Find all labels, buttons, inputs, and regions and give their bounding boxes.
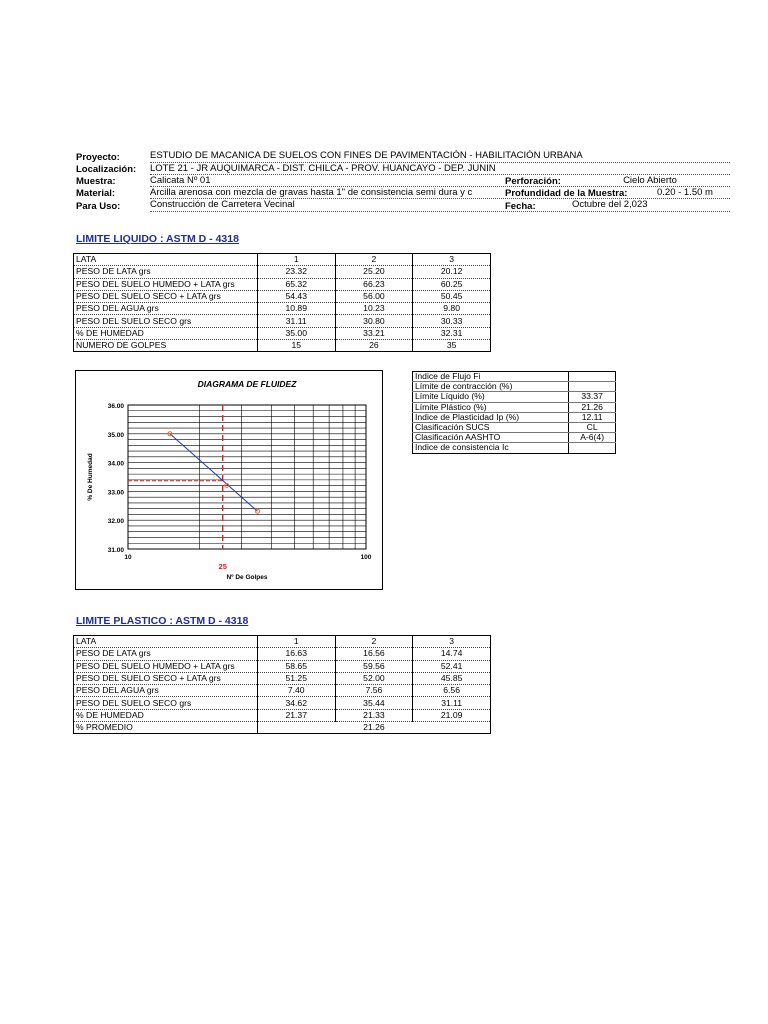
index-row xyxy=(413,372,616,382)
localizacion-label: Localización: xyxy=(76,164,137,175)
index-row xyxy=(413,402,616,412)
reference-x-label: 25 xyxy=(218,562,227,571)
row-label: PESO DEL SUELO HUMEDO + LATA grs xyxy=(74,660,258,672)
plot-area xyxy=(128,405,366,549)
table-row-promedio xyxy=(74,722,491,734)
cell-value: 34.62 xyxy=(257,697,335,709)
cell-value: 14.74 xyxy=(413,648,491,660)
row-label: PESO DEL SUELO SECO + LATA grs xyxy=(74,672,258,684)
cell-value: 23.32 xyxy=(257,266,335,278)
profundidad-value: 0.20 - 1.50 m xyxy=(657,187,713,198)
index-label: Límite Plástico (%) xyxy=(413,402,569,412)
cell-value: 33.21 xyxy=(335,327,413,339)
index-label: Límite de contracción (%) xyxy=(413,382,569,392)
cell-value: 31.11 xyxy=(413,697,491,709)
table-row xyxy=(74,636,491,648)
cell-value: 31.11 xyxy=(257,315,335,327)
cell-value: 16.56 xyxy=(335,648,413,660)
cell-value: 59.56 xyxy=(335,660,413,672)
cell-value: 54.43 xyxy=(257,290,335,302)
divider xyxy=(150,211,730,212)
muestra-value: Calicata Nº 01 xyxy=(150,175,211,186)
index-row xyxy=(413,443,616,453)
cell-value: 1 xyxy=(257,636,335,648)
x-axis-label: Nº De Golpes xyxy=(226,574,268,581)
promedio-value: 21.26 xyxy=(257,722,490,734)
cell-value: 21.37 xyxy=(257,709,335,721)
table-row xyxy=(74,278,491,290)
cell-value: 35 xyxy=(413,340,491,352)
row-label: PESO DEL SUELO SECO grs xyxy=(74,315,258,327)
cell-value: 51.25 xyxy=(257,672,335,684)
index-value: 33.37 xyxy=(569,392,616,402)
cell-value: 10.89 xyxy=(257,303,335,315)
fecha-label: Fecha: xyxy=(505,201,536,212)
cell-value: 66.23 xyxy=(335,278,413,290)
index-value xyxy=(569,443,616,453)
table-row xyxy=(74,685,491,697)
index-label: Clasificación SUCS xyxy=(413,422,569,432)
index-value: A-6(4) xyxy=(569,433,616,443)
uso-label: Para Uso: xyxy=(76,201,121,212)
index-value xyxy=(569,372,616,382)
cell-value: 52.41 xyxy=(413,660,491,672)
table-row xyxy=(74,340,491,352)
limite-plastico-title: LIMITE PLASTICO : ASTM D - 4318 xyxy=(76,615,249,627)
row-label: PESO DEL SUELO HUMEDO + LATA grs xyxy=(74,278,258,290)
cell-value: 45.85 xyxy=(413,672,491,684)
y-tick-label: 35.00 xyxy=(107,431,124,439)
cell-value: 7.40 xyxy=(257,685,335,697)
x-tick-label: 100 xyxy=(360,554,372,561)
uso-value: Construcción de Carretera Vecinal xyxy=(150,199,295,210)
cell-value: 6.56 xyxy=(413,685,491,697)
index-row xyxy=(413,412,616,422)
cell-value: 20.12 xyxy=(413,266,491,278)
cell-value: 7.56 xyxy=(335,685,413,697)
row-label: LATA xyxy=(74,636,258,648)
cell-value: 35.00 xyxy=(257,327,335,339)
cell-value: 52.00 xyxy=(335,672,413,684)
index-value: 21.26 xyxy=(569,402,616,412)
cell-value: 21.09 xyxy=(413,709,491,721)
row-label: PESO DEL AGUA grs xyxy=(74,685,258,697)
muestra-label: Muestra: xyxy=(76,176,116,187)
table-row xyxy=(74,327,491,339)
fluidez-chart-svg xyxy=(76,371,382,589)
cell-value: 26 xyxy=(335,340,413,352)
row-label: % PROMEDIO xyxy=(74,722,258,734)
proyecto-value: ESTUDIO DE MACANICA DE SUELOS CON FINES DE PAVIMENTACIÓN - HABILITACIÓN URBANA xyxy=(150,150,583,161)
index-row xyxy=(413,422,616,432)
table-row xyxy=(74,709,491,721)
cell-value: 15 xyxy=(257,340,335,352)
cell-value: 35.44 xyxy=(335,697,413,709)
table-row xyxy=(74,697,491,709)
cell-value: 58.65 xyxy=(257,660,335,672)
cell-value: 3 xyxy=(413,636,491,648)
row-label: LATA xyxy=(74,254,258,266)
table-row xyxy=(74,290,491,302)
y-tick-label: 34.00 xyxy=(107,460,124,468)
fecha-value: Octubre del 2,023 xyxy=(572,199,648,210)
material-label: Material: xyxy=(76,188,116,199)
cell-value: 32.31 xyxy=(413,327,491,339)
cell-value: 25.20 xyxy=(335,266,413,278)
row-label: % DE HUMEDAD xyxy=(74,709,258,721)
row-label: PESO DEL SUELO SECO grs xyxy=(74,697,258,709)
table-row xyxy=(74,648,491,660)
cell-value: 30.80 xyxy=(335,315,413,327)
table-row xyxy=(74,266,491,278)
cell-value: 30.33 xyxy=(413,315,491,327)
row-label: PESO DEL SUELO SECO + LATA grs xyxy=(74,290,258,302)
index-label: Indice de Flujo Fi xyxy=(413,372,569,382)
material-value: Arcilla arenosa con mezcla de gravas hasta 1" de consistencia semi dura y c xyxy=(150,187,473,198)
row-label: % DE HUMEDAD xyxy=(74,327,258,339)
row-label: PESO DEL AGUA grs xyxy=(74,303,258,315)
index-label: Indice de consistencia Ic xyxy=(413,443,569,453)
limite-plastico-table xyxy=(73,635,491,734)
x-tick-label: 10 xyxy=(124,554,132,561)
index-value: CL xyxy=(569,422,616,432)
cell-value: 3 xyxy=(413,254,491,266)
y-tick-label: 36.00 xyxy=(107,403,124,410)
perforacion-label: Perforación: xyxy=(505,176,561,187)
table-row xyxy=(74,660,491,672)
y-tick-label: 32.00 xyxy=(107,518,124,526)
table-row xyxy=(74,672,491,684)
index-value: 12.11 xyxy=(569,412,616,422)
cell-value: 9.80 xyxy=(413,303,491,315)
cell-value: 56.00 xyxy=(335,290,413,302)
index-label: Indice de Plasticidad Ip (%) xyxy=(413,412,569,422)
table-row xyxy=(74,254,491,266)
row-label: PESO DE LATA grs xyxy=(74,648,258,660)
cell-value: 16.63 xyxy=(257,648,335,660)
cell-value: 2 xyxy=(335,254,413,266)
cell-value: 1 xyxy=(257,254,335,266)
index-row xyxy=(413,392,616,402)
y-tick-label: 33.00 xyxy=(107,489,124,497)
row-label: NUMERO DE GOLPES xyxy=(74,340,258,352)
limite-liquido-table xyxy=(73,253,491,352)
row-label: PESO DE LATA grs xyxy=(74,266,258,278)
fluidez-chart xyxy=(75,370,383,590)
index-label: Límite Líquido (%) xyxy=(413,392,569,402)
table-row xyxy=(74,303,491,315)
table-row xyxy=(74,315,491,327)
index-value xyxy=(569,382,616,392)
cell-value: 10.23 xyxy=(335,303,413,315)
index-label: Clasificación AASHTO xyxy=(413,433,569,443)
proyecto-label: Proyecto: xyxy=(76,152,120,163)
index-row xyxy=(413,433,616,443)
cell-value: 60.25 xyxy=(413,278,491,290)
cell-value: 65.32 xyxy=(257,278,335,290)
localizacion-value: LOTE 21 - JR AUQUIMARCA - DIST. CHILCA - PROV. HUANCAYO - DEP. JUNIN xyxy=(150,163,496,174)
profundidad-label: Profundidad de la Muestra: xyxy=(505,188,628,199)
perforacion-value: Cielo Abierto xyxy=(623,175,677,186)
cell-value: 50.45 xyxy=(413,290,491,302)
index-row xyxy=(413,382,616,392)
y-axis-label: % De Humedad xyxy=(87,453,94,501)
limite-liquido-title: LIMITE LIQUIDO : ASTM D - 4318 xyxy=(76,233,239,245)
y-tick-label: 31.00 xyxy=(107,547,124,554)
cell-value: 21.33 xyxy=(335,709,413,721)
cell-value: 2 xyxy=(335,636,413,648)
indices-table xyxy=(412,371,616,454)
chart-title: DIAGRAMA DE FLUIDEZ xyxy=(197,379,297,389)
